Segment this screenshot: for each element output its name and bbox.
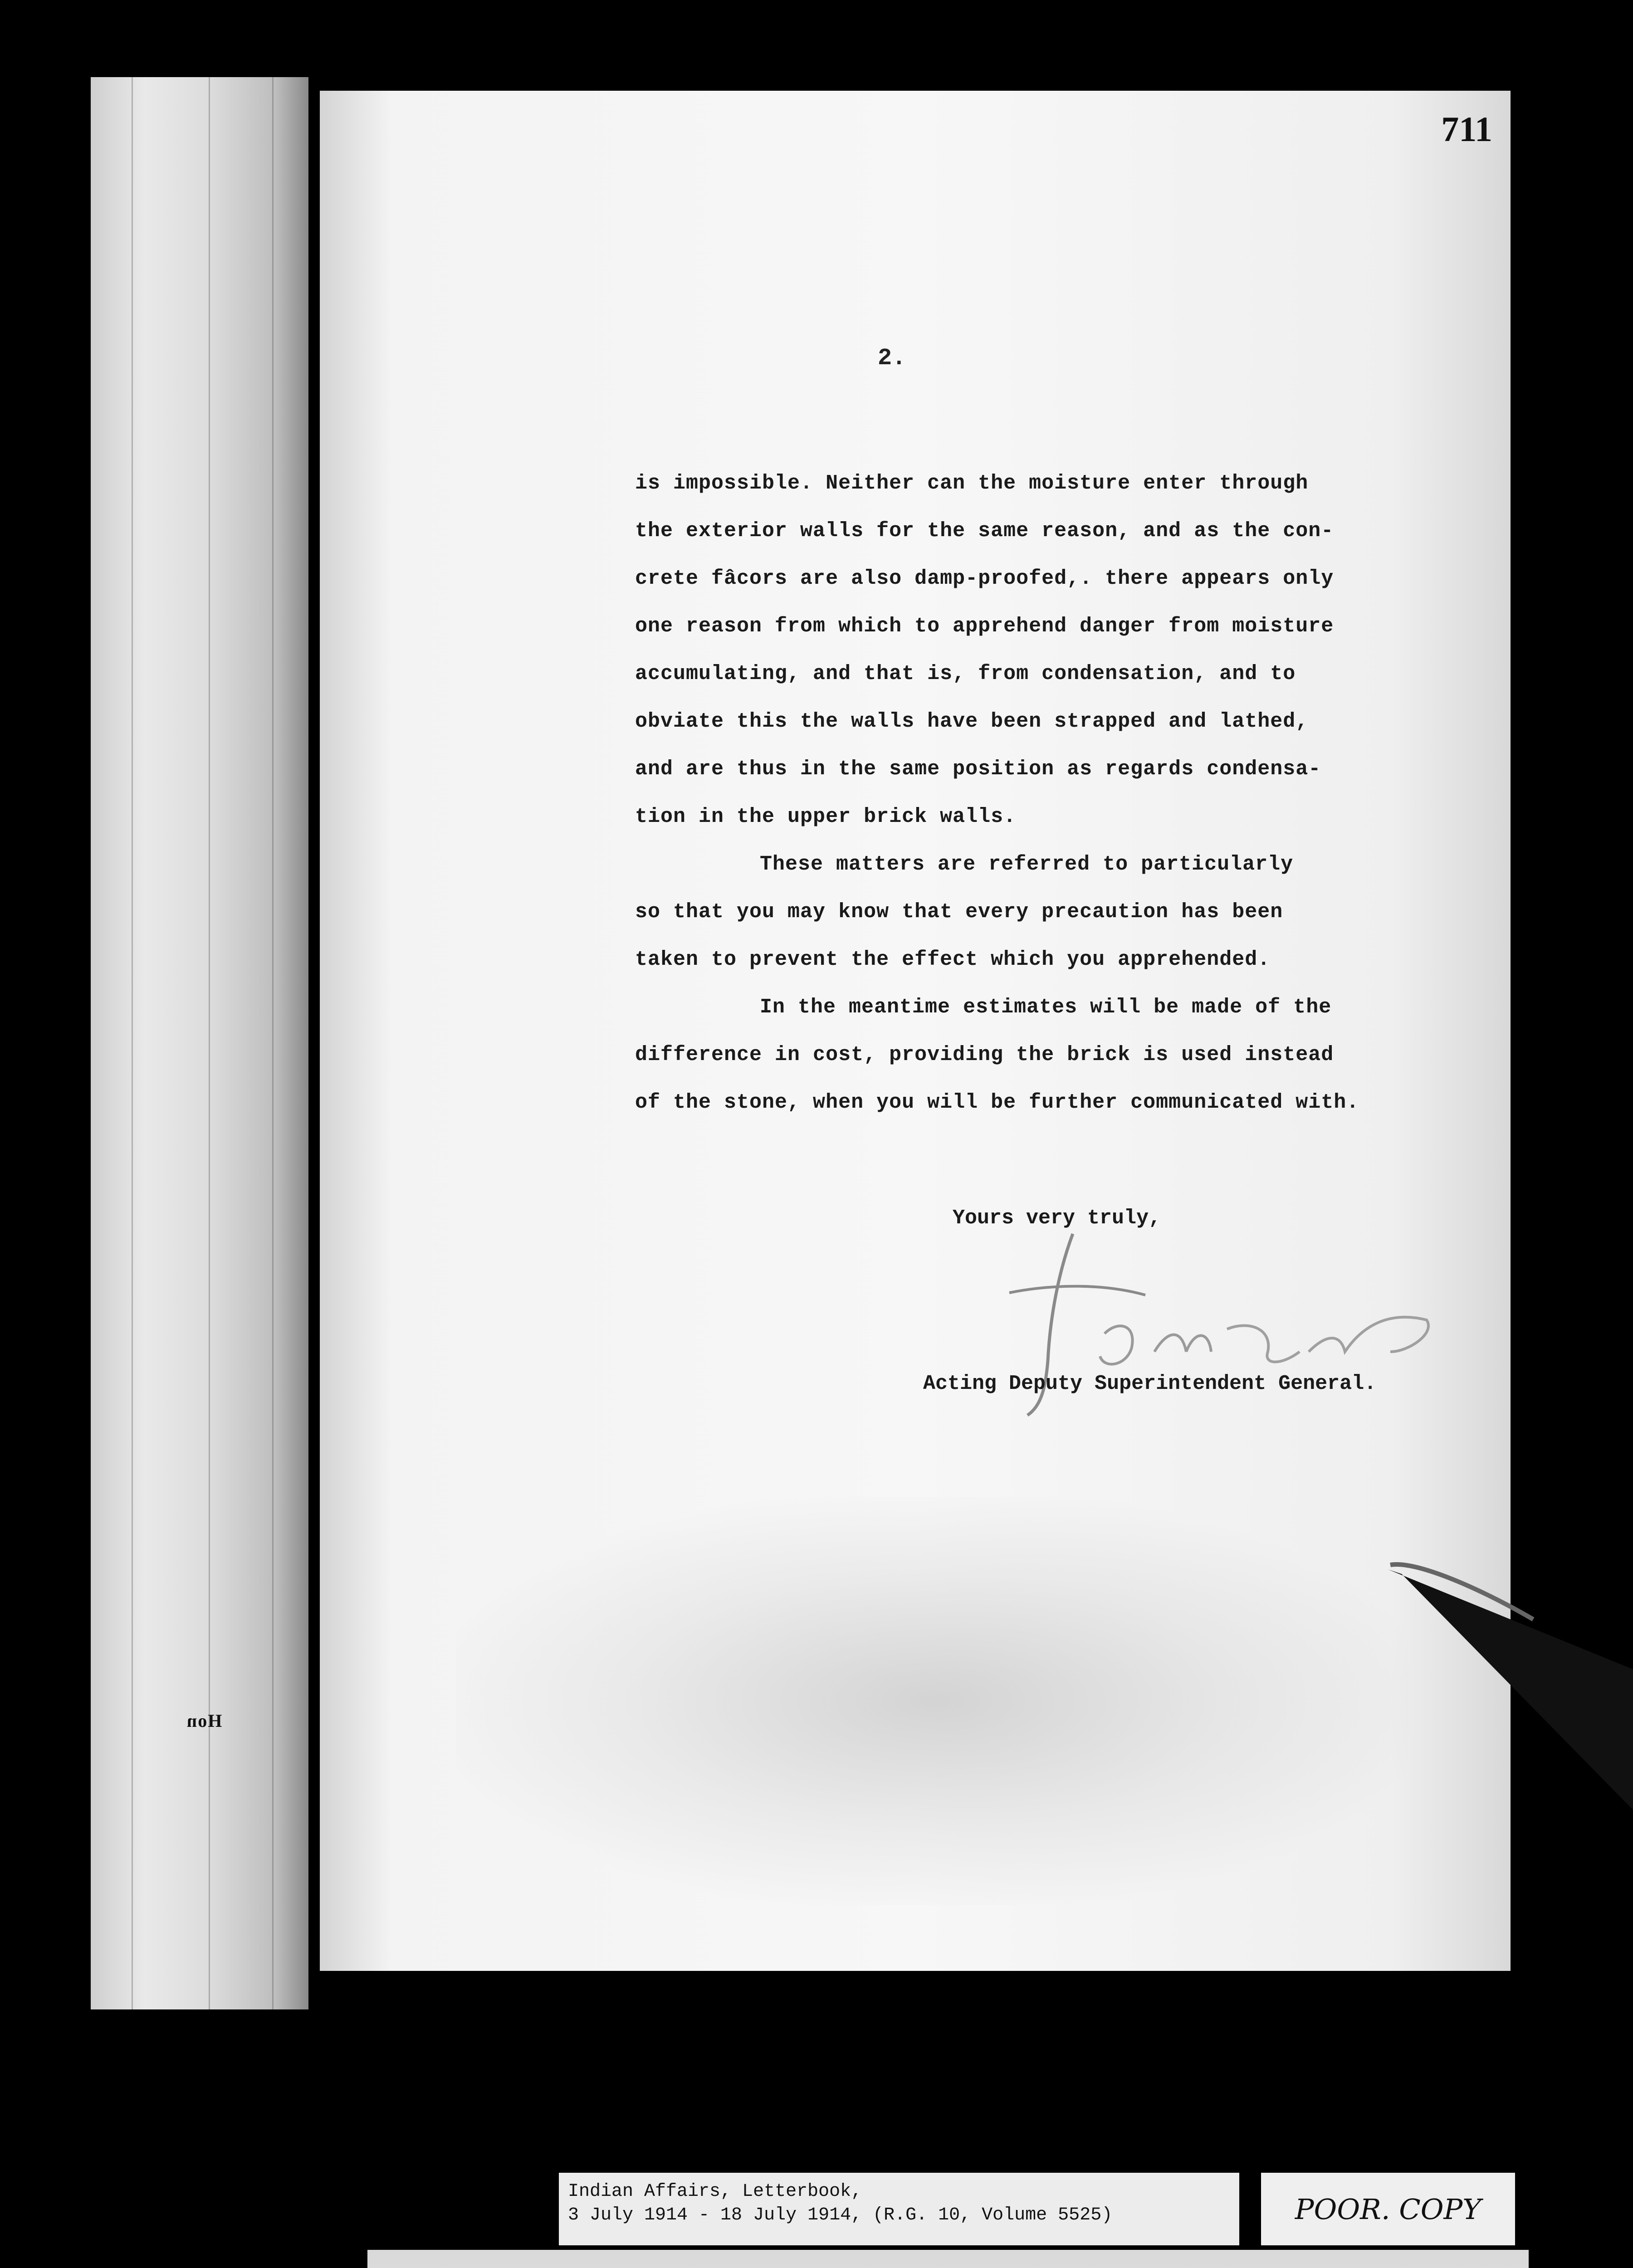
facing-page bbox=[91, 77, 308, 2009]
letter-page-number: 2. bbox=[878, 345, 906, 371]
letter-line: In the meantime estimates will be made of the bbox=[760, 996, 1332, 1019]
archive-banner bbox=[367, 2250, 1529, 2268]
letter-closing: Yours very truly, bbox=[953, 1207, 1161, 1230]
pointer-stylus bbox=[1388, 1556, 1633, 1810]
reference-line: 3 July 1914 - 18 July 1914, (R.G. 10, Volume 5525) bbox=[568, 2205, 1113, 2225]
reference-label bbox=[559, 2173, 1239, 2245]
poor-copy-note: POOR. COPY bbox=[1261, 2173, 1515, 2245]
letter-line: of the stone, when you will be further communicated with. bbox=[635, 1091, 1359, 1114]
signer-title: Acting Deputy Superintendent General. bbox=[923, 1372, 1377, 1395]
letter-line: is impossible. Neither can the moisture enter through bbox=[635, 472, 1309, 495]
letter-line: the exterior walls for the same reason, and as the con- bbox=[635, 519, 1334, 543]
letter-line: obviate this the walls have been strapped and lathed, bbox=[635, 710, 1309, 733]
letter-line: crete fâcors are also damp-proofed,. there appears only bbox=[635, 567, 1334, 590]
letter-line: and are thus in the same position as regards condensa- bbox=[635, 758, 1321, 781]
page-stamp-number: 711 bbox=[1441, 109, 1492, 149]
page-crease bbox=[132, 77, 133, 2009]
facing-page-text: Hon bbox=[186, 1711, 222, 1731]
reference-line: Indian Affairs, Letterbook, bbox=[568, 2181, 862, 2202]
letter-line: tion in the upper brick walls. bbox=[635, 805, 1017, 828]
letter-line: one reason from which to apprehend danger from moisture bbox=[635, 615, 1334, 638]
letter-line: These matters are referred to particularly bbox=[760, 853, 1294, 876]
letter-page bbox=[320, 91, 1511, 1971]
letter-line: so that you may know that every precaution has been bbox=[635, 900, 1283, 924]
letter-line: taken to prevent the effect which you apprehended. bbox=[635, 948, 1271, 971]
letter-line: difference in cost, providing the brick is used instead bbox=[635, 1043, 1334, 1066]
page-crease bbox=[272, 77, 274, 2009]
letter-line: accumulating, and that is, from condensation, and to bbox=[635, 662, 1296, 685]
page-smudge bbox=[456, 1497, 1408, 1905]
